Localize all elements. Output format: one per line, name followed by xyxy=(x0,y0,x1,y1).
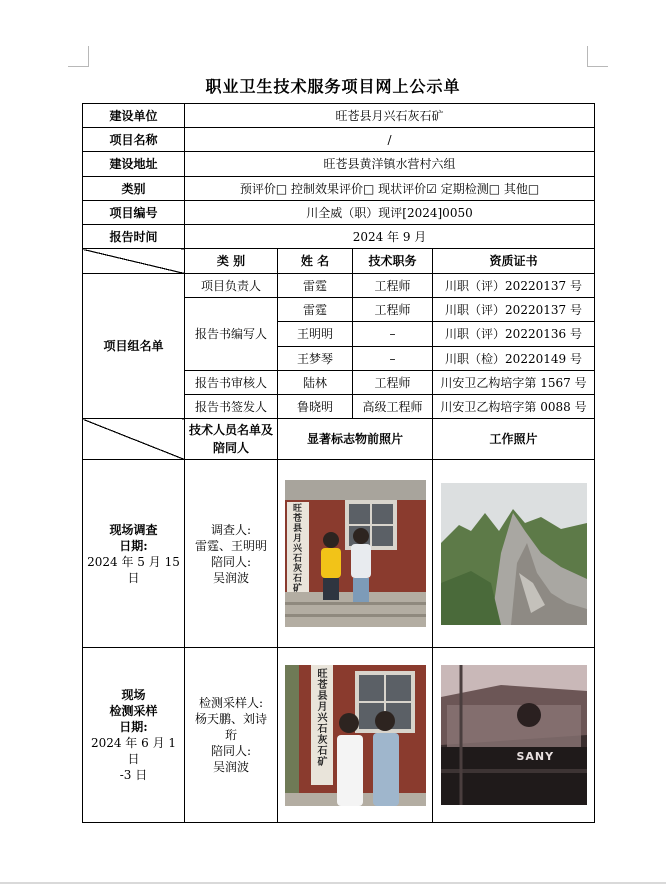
header-name: 姓 名 xyxy=(278,249,353,274)
row-report-time xyxy=(83,225,595,249)
member-title: 工程师 xyxy=(353,298,433,322)
machine-brand-text: SANY xyxy=(516,750,555,763)
sampling-work-photo-cell xyxy=(433,648,595,823)
disclosure-form-table xyxy=(82,103,595,823)
value-report-time: 2024 年 9 月 xyxy=(185,225,595,249)
label-project-no: 项目编号 xyxy=(83,201,185,225)
row-sampling xyxy=(83,648,595,823)
row-category xyxy=(83,177,595,201)
survey-date-cell xyxy=(83,460,185,648)
sampling-date-cell xyxy=(83,648,185,823)
header-cert: 资质证书 xyxy=(433,249,595,274)
value-unit: 旺苍县月兴石灰石矿 xyxy=(185,104,595,128)
member-name: 王梦琴 xyxy=(278,347,353,371)
label-address: 建设地址 xyxy=(83,152,185,177)
member-name: 王明明 xyxy=(278,322,353,347)
sampling-sign-text: 旺苍县月兴石灰石矿 xyxy=(317,668,328,768)
header-landmark-photo: 显著标志物前照片 xyxy=(278,419,433,460)
sampling-staff-names-cont: 珩 xyxy=(224,728,237,742)
diagonal-cell xyxy=(83,249,185,274)
member-cert: 川职（检）20220149 号 xyxy=(433,347,595,371)
label-project-name: 项目名称 xyxy=(83,128,185,152)
sampling-date-label: 日期: xyxy=(119,720,148,734)
label-report-time: 报告时间 xyxy=(83,225,185,249)
survey-companion: 吴润波 xyxy=(212,570,249,585)
member-title: – xyxy=(353,322,433,347)
survey-date-label: 日期: xyxy=(119,538,148,553)
sampling-landmark-photo-cell xyxy=(278,648,433,823)
member-cert: 川安卫乙构培字第 0088 号 xyxy=(433,395,595,419)
row-project-no xyxy=(83,201,595,225)
survey-investigator-label: 调查人: xyxy=(210,522,252,537)
sampling-staff-cell xyxy=(185,648,278,823)
member-title: – xyxy=(353,347,433,371)
survey-landmark-photo xyxy=(285,480,426,627)
label-team-group: 项目组名单 xyxy=(83,274,185,419)
sampling-date-value: 2024 年 6 月 1 日 xyxy=(90,736,177,766)
member-name: 鲁晓明 xyxy=(278,395,353,419)
label-unit: 建设单位 xyxy=(83,104,185,128)
member-role: 报告书编写人 xyxy=(185,298,278,371)
survey-work-photo-cell xyxy=(433,460,595,648)
survey-companion-label: 陪同人: xyxy=(210,554,252,569)
sampling-work-photo xyxy=(441,665,587,805)
member-name: 雷霆 xyxy=(278,274,353,298)
survey-work-photo xyxy=(441,483,587,625)
crop-mark-top-left xyxy=(68,46,89,67)
value-project-no: 川全威（职）现评[2024]0050 xyxy=(185,201,595,225)
survey-label: 现场调查 xyxy=(109,522,158,537)
survey-date-value-end: 日 xyxy=(127,570,140,585)
sampling-label-2: 检测采样 xyxy=(109,704,158,718)
survey-landmark-photo-cell xyxy=(278,460,433,648)
header-staff: 技术人员名单及陪同人 xyxy=(185,419,278,460)
value-address: 旺苍县黄洋镇水营村六组 xyxy=(185,152,595,177)
member-title: 工程师 xyxy=(353,371,433,395)
header-work-photo: 工作照片 xyxy=(433,419,595,460)
value-category: 预评价□ 控制效果评价□ 现状评价☑ 定期检测□ 其他□ xyxy=(185,177,595,201)
row-project-name xyxy=(83,128,595,152)
member-cert: 川职（评）20220136 号 xyxy=(433,322,595,347)
diagonal-cell xyxy=(83,419,185,460)
label-category: 类别 xyxy=(83,177,185,201)
row-survey xyxy=(83,460,595,648)
sampling-staff-label: 检测采样人: xyxy=(198,696,264,710)
member-cert: 川职（评）20220137 号 xyxy=(433,298,595,322)
page-title: 职业卫生技术服务项目网上公示单 xyxy=(205,77,461,96)
sampling-label: 现场 xyxy=(121,688,146,702)
sampling-companion-label: 陪同人: xyxy=(210,744,252,758)
sampling-companion: 吴润波 xyxy=(212,760,249,774)
survey-date-value: 2024 年 5 月 15 xyxy=(87,554,180,569)
value-project-name: / xyxy=(185,128,595,152)
sampling-date-value-end: -3 日 xyxy=(119,768,148,782)
header-title: 技术职务 xyxy=(353,249,433,274)
survey-investigators: 雷霆、王明明 xyxy=(194,538,267,553)
row-address xyxy=(83,152,595,177)
survey-staff-cell xyxy=(185,460,278,648)
crop-mark-top-right xyxy=(587,46,608,67)
row-team-header xyxy=(83,249,595,274)
member-role: 报告书审核人 xyxy=(185,371,278,395)
member-cert: 川职（评）20220137 号 xyxy=(433,274,595,298)
sampling-staff-names: 杨天鹏、刘诗 xyxy=(194,712,267,726)
member-role: 报告书签发人 xyxy=(185,395,278,419)
header-category: 类 别 xyxy=(185,249,278,274)
row-unit xyxy=(83,104,595,128)
member-name: 陆林 xyxy=(278,371,353,395)
survey-sign-text: 旺苍县月兴石灰石矿 xyxy=(292,504,302,594)
member-title: 工程师 xyxy=(353,274,433,298)
row-photo-header xyxy=(83,419,595,460)
team-row xyxy=(83,274,595,298)
member-title: 高级工程师 xyxy=(353,395,433,419)
member-cert: 川安卫乙构培字第 1567 号 xyxy=(433,371,595,395)
member-role: 项目负责人 xyxy=(185,274,278,298)
sampling-landmark-photo xyxy=(285,665,426,806)
member-name: 雷霆 xyxy=(278,298,353,322)
